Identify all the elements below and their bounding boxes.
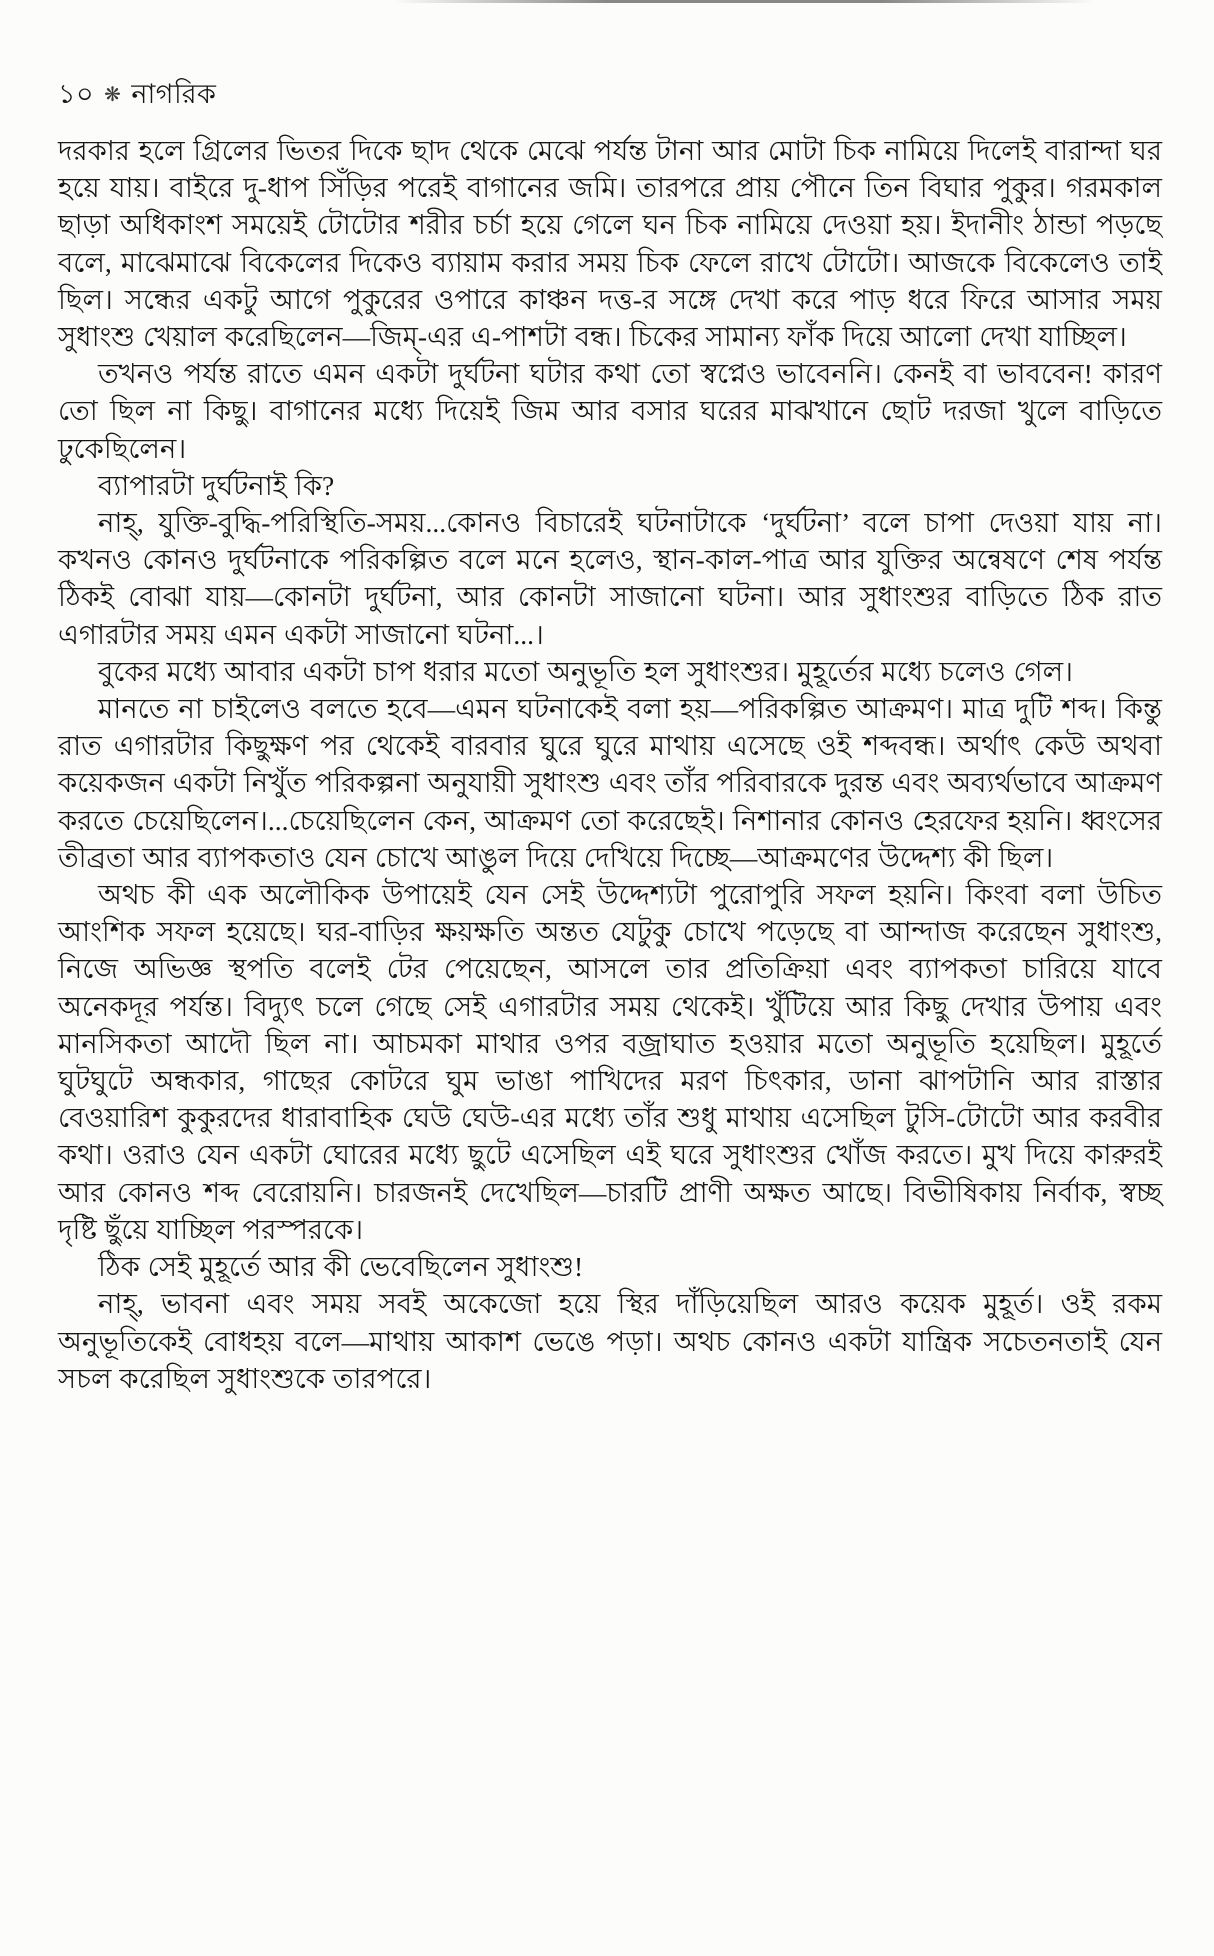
book-title: নাগরিক	[131, 79, 217, 109]
paragraph-3: ব্যাপারটা দুর্ঘটনাই কি?	[98, 469, 335, 501]
scan-artifact-line	[394, 0, 1094, 3]
paragraph-8: ঠিক সেই মুহূর্তে আর কী ভেবেছিলেন সুধাংশু!	[98, 1251, 584, 1283]
paragraph-7: অথচ কী এক অলৌকিক উপায়েই যেন সেই উদ্দেশ্যটা পুরোপুরি সফল হয়নি। কিংবা বলা উচিত আংশিক সফল হয়েছে। ঘর-বাড়ির ক্ষয়ক্ষতি অন্তত যেটুকু চোখে পড়েছে বা আন্দাজ করেছেন সুধাংশু, নিজে অভিজ্ঞ স্থপতি বলেই টের পেয়েছেন, আসলে তার প্রতিক্রিয়া এবং ব্যাপকতা চারিয়ে যাবে অনেকদূর পর্যন্ত। বিদ্যুৎ চলে গেছে সেই এগারটার সময় থেকেই। খুঁটিয়ে আর কিছু দেখার উপায় এবং মানসিকতা আদৌ ছিল না। আচমকা মাথার ওপর বজ্রাঘাত হওয়ার মতো অনুভূতি হয়েছিল। মুহূর্তে ঘুটঘুটে অন্ধকার, গাছের কোটরে ঘুম ভাঙা পাখিদের মরণ চিৎকার, ডানা ঝাপটানি আর রাস্তার বেওয়ারিশ কুকুরদের ধারাবাহিক ঘেউ ঘেউ-এর মধ্যে তাঁর শুধু মাথায় এসেছিল টুসি-টোটো আর করবীর কথা। ওরাও যেন একটা ঘোরের মধ্যে ছুটে এসেছিল এই ঘরে সুধাংশুর খোঁজ করতে। মুখ দিয়ে কারুরই আর কোনও শব্দ বেরোয়নি। চারজনই দেখেছিল—চারটি প্রাণী অক্ষত আছে। বিভীষিকায় নির্বাক, স্বচ্ছ দৃষ্টি ছুঁয়ে যাচ্ছিল পরস্পরকে।	[58, 879, 1162, 1245]
paragraph-9: নাহ্, ভাবনা এবং সময় সবই অকেজো হয়ে স্থির দাঁড়িয়েছিল আরও কয়েক মুহূর্ত। ওই রকম অনুভূতিকেই বোধহয় বলে—মাথায় আকাশ ভেঙে পড়া। অথচ কোনও একটা যান্ত্রিক সচেতনতাই যেন সচল করেছিল সুধাংশুকে তারপরে।	[58, 1288, 1162, 1394]
paragraph-2: তখনও পর্যন্ত রাতে এমন একটা দুর্ঘটনা ঘটার কথা তো স্বপ্নেও ভাবেননি। কেনই বা ভাববেন! কারণ তো ছিল না কিছু। বাগানের মধ্যে দিয়েই জিম আর বসার ঘরের মাঝখানে ছোট দরজা খুলে বাড়িতে ঢুকেছিলেন।	[58, 358, 1162, 464]
paragraph-4: নাহ্, যুক্তি-বুদ্ধি-পরিস্থিতি-সময়...কোনও বিচারেই ঘটনাটাকে ‘দুর্ঘটনা’ বলে চাপা দেওয়া যায় না। কখনও কোনও দুর্ঘটনাকে পরিকল্পিত বলে মনে হলেও, স্থান-কাল-পাত্র আর যুক্তির অন্বেষণে শেষ পর্যন্ত ঠিকই বোঝা যায়—কোনটা দুর্ঘটনা, আর কোনটা সাজানো ঘটনা। আর সুধাংশুর বাড়িতে ঠিক রাত এগারটার সময় এমন একটা সাজানো ঘটনা...।	[58, 507, 1162, 650]
page-number: ১০	[58, 79, 95, 109]
running-head	[58, 78, 1162, 110]
paragraph-1: দরকার হলে গ্রিলের ভিতর দিকে ছাদ থেকে মেঝে পর্যন্ত টানা আর মোটা চিক নামিয়ে দিলেই বারান্দা ঘর হয়ে যায়। বাইরে দু-ধাপ সিঁড়ির পরেই বাগানের জমি। তারপরে প্রায় পৌনে তিন বিঘার পুকুর। গরমকাল ছাড়া অধিকাংশ সময়েই টোটোর শরীর চর্চা হয়ে গেলে ঘন চিক নামিয়ে দেওয়া হয়। ইদানীং ঠান্ডা পড়ছে বলে, মাঝেমাঝে বিকেলের দিকেও ব্যায়াম করার সময় চিক ফেলে রাখে টোটো। আজকে বিকেলেও তাই ছিল। সন্ধের একটু আগে পুকুরের ওপারে কাঞ্চন দত্ত-র সঙ্গে দেখা করে পাড় ধরে ফিরে আসার সময় সুধাংশু খেয়াল করেছিলেন—জিম্-এর এ-পাশটা বন্ধ। চিকের সামান্য ফাঁক দিয়ে আলো দেখা যাচ্ছিল।	[58, 135, 1162, 353]
paragraph-6: মানতে না চাইলেও বলতে হবে—এমন ঘটনাকেই বলা হয়—পরিকল্পিত আক্রমণ। মাত্র দুটি শব্দ। কিন্তু রাত এগারটার কিছুক্ষণ পর থেকেই বারবার ঘুরে ঘুরে মাথায় এসেছে ওই শব্দবন্ধ। অর্থাৎ কেউ অথবা কয়েকজন একটা নিখুঁত পরিকল্পনা অনুযায়ী সুধাংশু এবং তাঁর পরিবারকে দুরন্ত এবং অব্যর্থভাবে আক্রমণ করতে চেয়েছিলেন।...চেয়েছিলেন কেন, আক্রমণ তো করেছেই। নিশানার কোনও হেরফের হয়নি। ধ্বংসের তীব্রতা আর ব্যাপকতাও যেন চোখে আঙুল দিয়ে দেখিয়ে দিচ্ছে—আক্রমণের উদ্দেশ্য কী ছিল।	[58, 693, 1162, 873]
paragraph-5: বুকের মধ্যে আবার একটা চাপ ধরার মতো অনুভূতি হল সুধাংশুর। মুহূর্তের মধ্যে চলেও গেল।	[98, 655, 1074, 687]
page-body	[58, 132, 1162, 1397]
flower-ornament-icon: ❋	[104, 84, 122, 106]
